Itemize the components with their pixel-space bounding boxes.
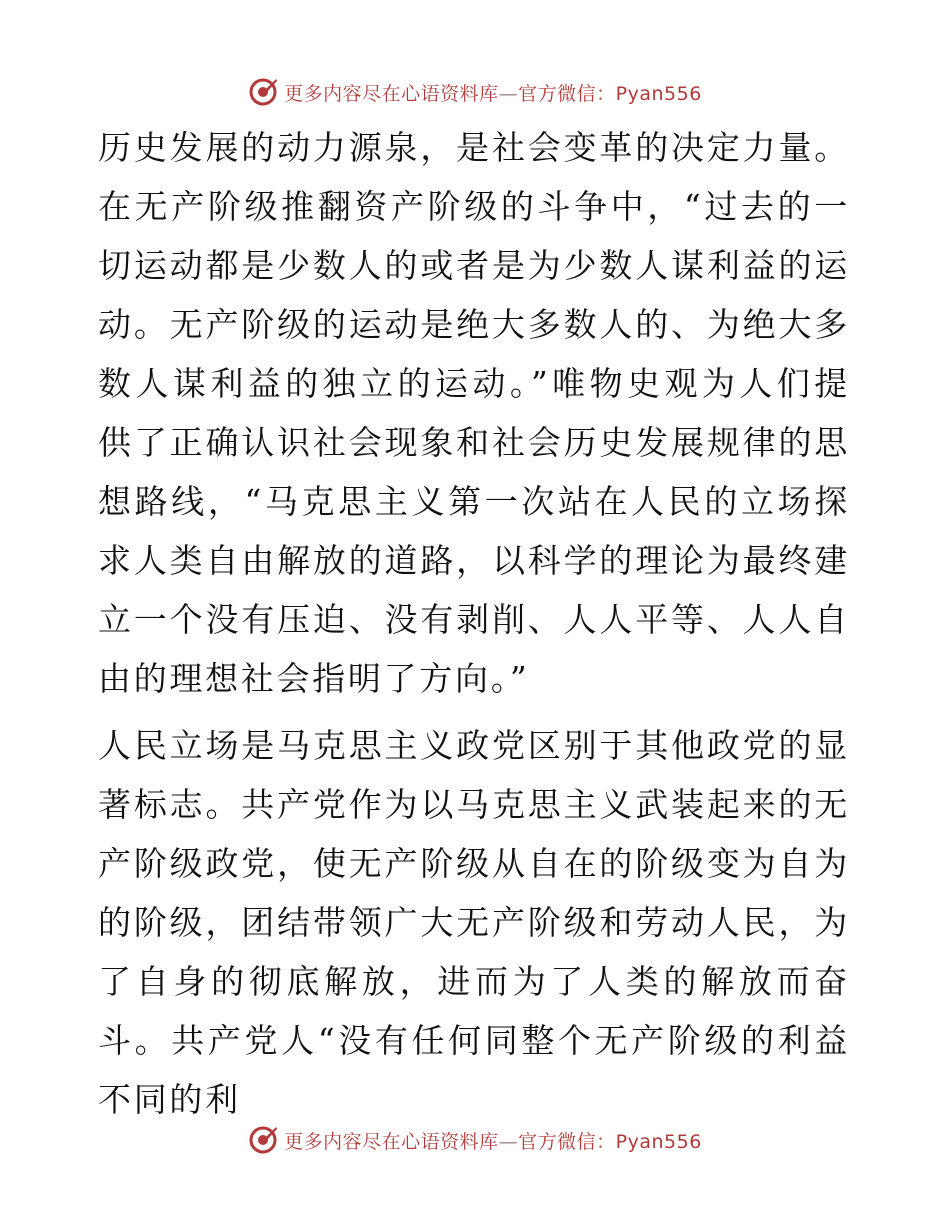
- body-paragraph-2: 人民立场是马克思主义政党区别于其他政党的显著标志。共产党作为以马克思主义武装起来的无产阶级政党，使无产阶级从自在的阶级变为自为的阶级，团结带领广大无产阶级和劳动人民，为了自身的彻底解放，进而为了人类的解放而奋斗。共产党人“没有任何同整个无产阶级的利益不同的利: [98, 726, 850, 1119]
- header-banner: [0, 72, 950, 112]
- footer-banner-main: 更多内容尽在心语资料库: [284, 1130, 499, 1153]
- footer-banner-contact: 官方微信：Pyan556: [518, 1130, 702, 1153]
- header-banner-text: [284, 79, 702, 106]
- quill-logo-icon: [248, 1125, 278, 1155]
- quill-logo-icon: [248, 77, 278, 107]
- header-banner-contact: 官方微信：Pyan556: [518, 82, 702, 105]
- footer-banner-text: [284, 1127, 702, 1154]
- body-paragraph-1: 历史发展的动力源泉，是社会变革的决定力量。在无产阶级推翻资产阶级的斗争中，“过去的一切运动都是少数人的或者是为少数人谋利益的运动。无产阶级的运动是绝大多数人的、为绝大多数人谋利益的独立的运动。”唯物史观为人们提供了正确认识社会现象和社会历史发展规律的思想路线，“马克思主义第一次站在人民的立场探求人类自由解放的道路，以科学的理论为最终建立一个没有压迫、没有剥削、人人平等、人人自由的理想社会指明了方向。”: [98, 128, 850, 698]
- footer-banner: [0, 1120, 950, 1160]
- header-banner-separator: —: [498, 82, 519, 105]
- header-banner-main: 更多内容尽在心语资料库: [284, 82, 499, 105]
- document-body: [98, 118, 850, 1129]
- footer-banner-separator: —: [498, 1130, 519, 1153]
